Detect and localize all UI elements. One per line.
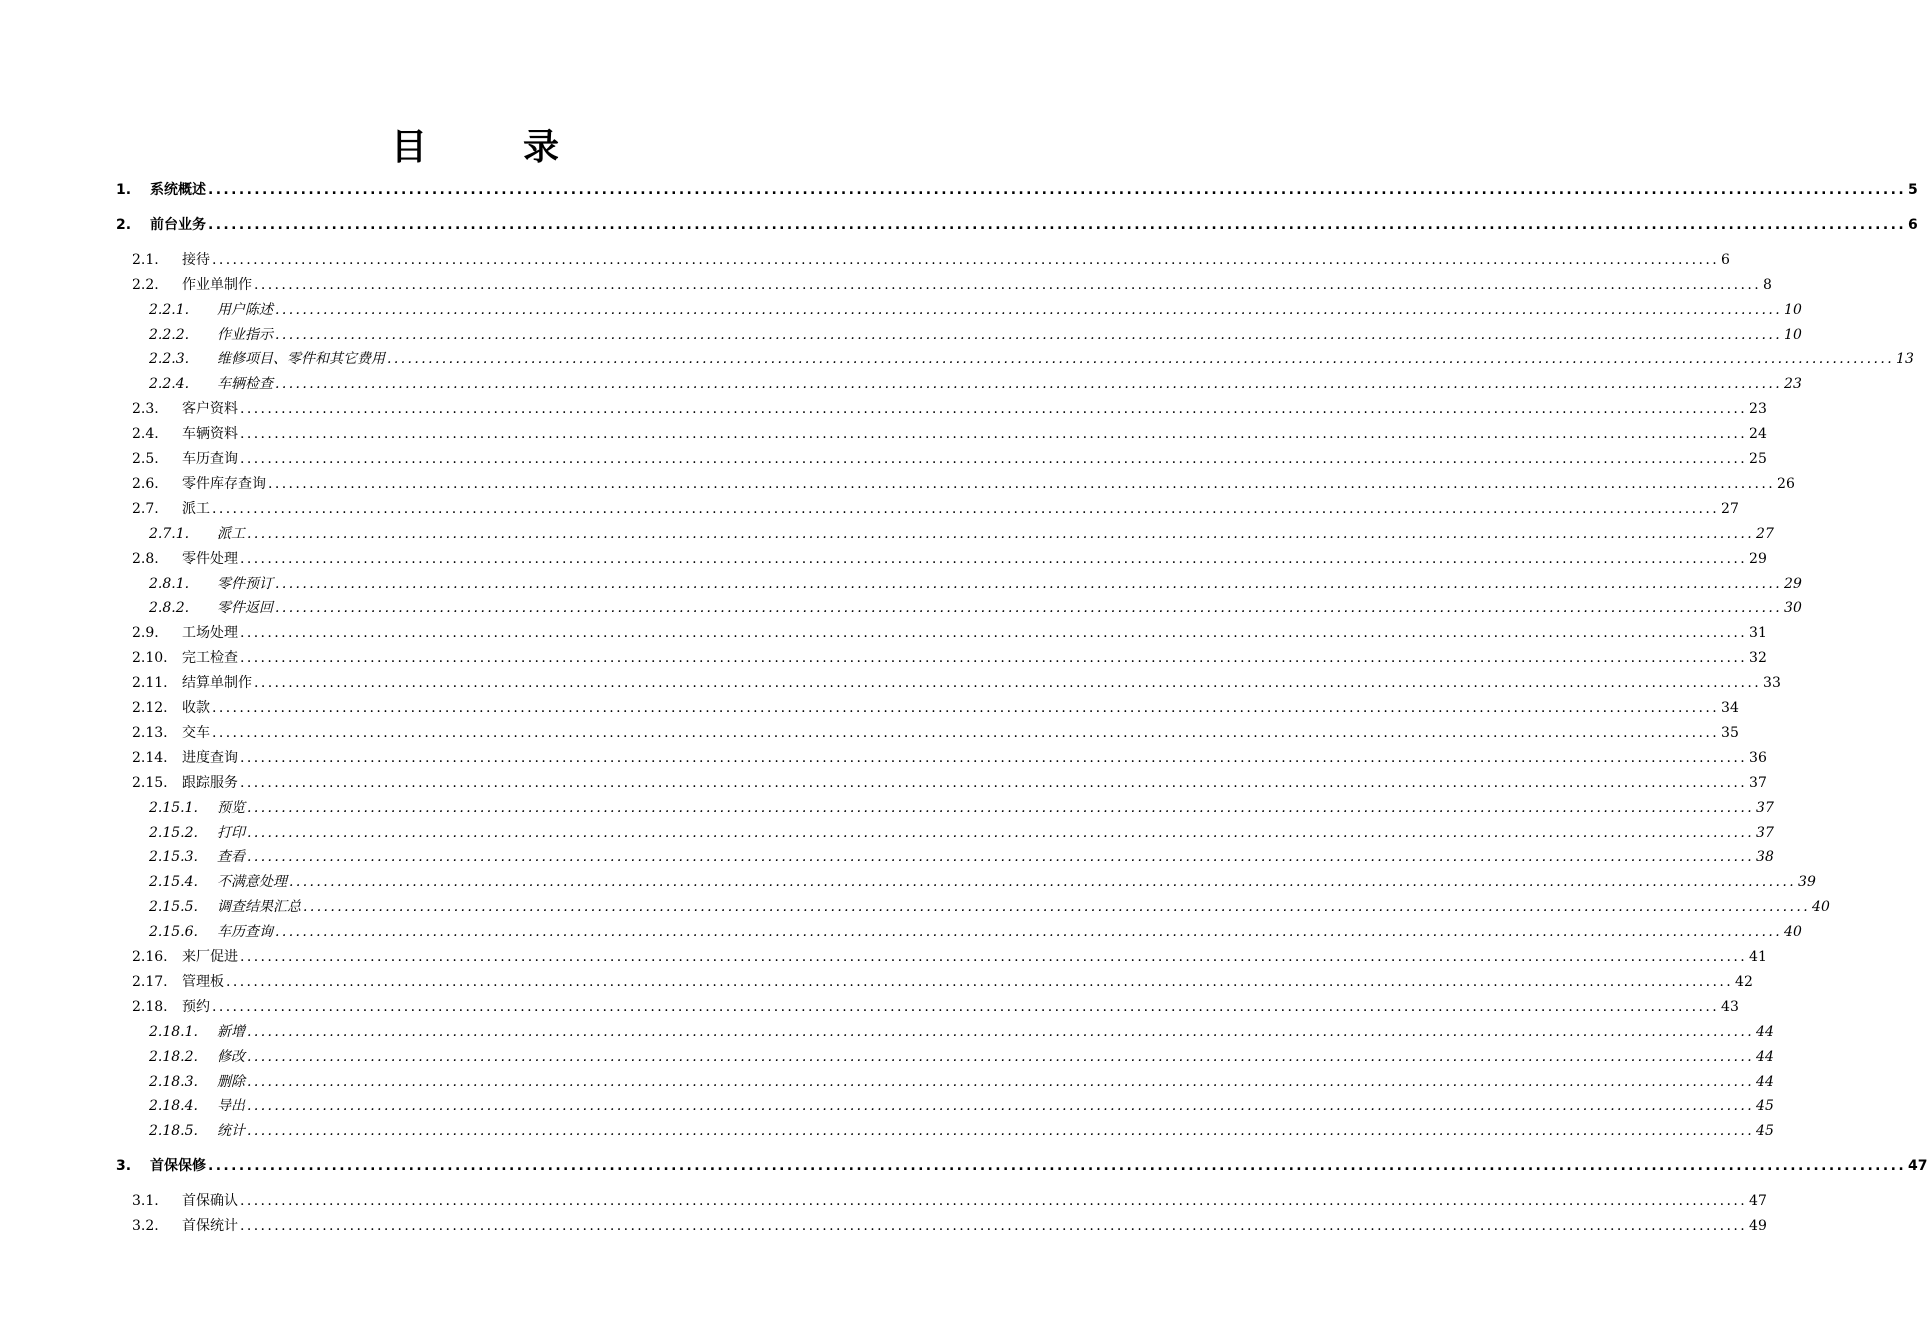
toc-entry-page: 39 [1798, 874, 1816, 891]
toc-entry[interactable] [149, 1094, 1774, 1118]
toc-entry[interactable] [149, 323, 1802, 347]
dot-leader: ............................................................................................................................................................................................................................ [387, 351, 1895, 368]
toc-entry-number: 2.1. [132, 251, 159, 268]
dot-leader: ............................................................................................................................................................................................................................ [247, 1123, 1755, 1140]
dot-leader: ............................................................................................................................................................................................................................ [240, 625, 1748, 642]
toc-entry-page: 45 [1756, 1098, 1774, 1115]
toc-entry-page: 6 [1908, 216, 1918, 233]
toc-entry-number: 2.11. [132, 675, 168, 692]
toc-entry-number: 2.3. [132, 401, 159, 418]
toc-entry-page: 37 [1756, 824, 1774, 841]
toc-entry-number: 2.12. [132, 700, 168, 716]
toc-entry[interactable] [132, 1214, 1767, 1238]
toc-entry[interactable] [132, 721, 1739, 745]
toc-entry[interactable] [149, 372, 1802, 396]
toc-entry[interactable] [149, 1020, 1774, 1044]
toc-entry-page: 37 [1749, 774, 1767, 791]
toc-entry-number: 2.18.2. [149, 1048, 198, 1065]
toc-entry-page: 49 [1749, 1218, 1767, 1234]
toc-entry-number: 2.15.2. [149, 824, 198, 841]
dot-leader: ............................................................................................................................................................................................................................ [226, 973, 1734, 990]
toc-entry-page: 23 [1749, 401, 1767, 418]
dot-leader: ............................................................................................................................................................................................................................ [268, 475, 1776, 492]
toc-entry[interactable] [132, 945, 1767, 969]
toc-entry-title: 首保保修 [150, 1158, 206, 1175]
toc-entry-title: 结算单制作 [182, 675, 252, 692]
toc-entry-page: 31 [1749, 625, 1767, 642]
toc-entry[interactable] [132, 1189, 1767, 1213]
toc-entry[interactable] [132, 273, 1772, 297]
toc-entry[interactable] [149, 1119, 1774, 1143]
toc-entry-page: 44 [1756, 1048, 1774, 1065]
toc-entry-number: 2.9. [132, 625, 159, 642]
dot-leader: ............................................................................................................................................................................................................................ [240, 949, 1748, 965]
toc-entry-page: 26 [1777, 475, 1795, 492]
toc-entry-number: 3.1. [132, 1193, 159, 1210]
toc-entry-title: 前台业务 [150, 216, 206, 233]
dot-leader: ............................................................................................................................................................................................................................ [247, 824, 1755, 841]
toc-entry[interactable] [149, 821, 1774, 845]
toc-entry-title: 系统概述 [150, 182, 206, 198]
toc-entry-page: 13 [1896, 351, 1914, 368]
toc-entry[interactable] [149, 522, 1774, 546]
toc-entry-title: 来厂促进 [182, 949, 238, 965]
toc-entry-number: 2.16. [132, 949, 168, 965]
toc-entry-title: 接待 [182, 251, 210, 268]
toc-entry-title: 调查结果汇总 [217, 899, 301, 916]
toc-entry-title: 车辆检查 [217, 376, 273, 393]
dot-leader: ............................................................................................................................................................................................................................ [208, 182, 1907, 198]
dot-leader: ............................................................................................................................................................................................................................ [247, 1073, 1755, 1090]
toc-entry[interactable] [149, 1045, 1774, 1069]
toc-entry-page: 37 [1756, 799, 1774, 816]
toc-entry-title: 收款 [182, 700, 210, 716]
dot-leader: ............................................................................................................................................................................................................................ [212, 251, 1720, 268]
toc-entry-title: 跟踪服务 [182, 774, 238, 791]
toc-entry[interactable] [132, 472, 1795, 496]
dot-leader: ............................................................................................................................................................................................................................ [240, 774, 1748, 791]
toc-entry[interactable] [149, 845, 1774, 869]
toc-entry-title: 零件处理 [182, 550, 238, 567]
toc-entry-title: 预约 [182, 998, 210, 1015]
toc-entry-number: 2.15.4. [149, 874, 198, 891]
toc-entry[interactable] [132, 970, 1753, 994]
toc-entry-page: 5 [1908, 182, 1918, 198]
toc-entry-number: 2.15.6. [149, 924, 198, 941]
toc-entry-title: 作业指示 [217, 326, 273, 343]
toc-entry-page: 45 [1756, 1123, 1774, 1140]
toc-entry[interactable] [132, 547, 1767, 571]
toc-entry-number: 2.18. [132, 998, 168, 1015]
toc-entry[interactable] [132, 422, 1767, 446]
dot-leader: ............................................................................................................................................................................................................................ [275, 326, 1783, 343]
dot-leader: ............................................................................................................................................................................................................................ [240, 451, 1748, 467]
toc-entry[interactable] [149, 596, 1802, 620]
dot-leader: ............................................................................................................................................................................................................................ [254, 675, 1762, 692]
dot-leader: ............................................................................................................................................................................................................................ [212, 500, 1720, 517]
toc-entry[interactable] [149, 347, 1914, 371]
dot-leader: ............................................................................................................................................................................................................................ [212, 700, 1720, 716]
dot-leader: ............................................................................................................................................................................................................................ [275, 575, 1783, 592]
toc-entry-title: 车辆资料 [182, 426, 238, 443]
dot-leader: ............................................................................................................................................................................................................................ [247, 1048, 1755, 1065]
toc-entry-title: 维修项目、零件和其它费用 [217, 351, 385, 368]
toc-entry[interactable] [116, 1154, 1928, 1178]
toc-entry-title: 用户陈述 [217, 301, 273, 318]
toc-entry-number: 2.18.5. [149, 1123, 198, 1140]
toc-entry-page: 44 [1756, 1073, 1774, 1090]
dot-leader: ............................................................................................................................................................................................................................ [289, 874, 1797, 891]
toc-entry-number: 2.17. [132, 973, 168, 990]
toc-entry[interactable] [132, 497, 1739, 521]
toc-entry-page: 42 [1735, 973, 1753, 990]
toc-entry-title: 客户资料 [182, 401, 238, 418]
toc-entry-page: 41 [1749, 949, 1767, 965]
toc-entry-page: 35 [1721, 724, 1739, 741]
toc-entry-title: 打印 [217, 824, 245, 841]
toc-entry-number: 2.2.3. [149, 351, 190, 368]
toc-entry[interactable] [132, 447, 1767, 471]
toc-entry-title: 导出 [217, 1098, 245, 1115]
toc-entry-page: 27 [1756, 525, 1774, 542]
toc-entry-number: 1. [116, 182, 132, 198]
toc-entry-title: 不满意处理 [217, 874, 287, 891]
toc-entry-title: 派工 [182, 500, 210, 517]
toc-entry-title: 查看 [217, 849, 245, 866]
toc-entry-number: 2.4. [132, 426, 159, 443]
toc-entry[interactable] [149, 870, 1816, 894]
toc-entry-page: 40 [1812, 899, 1830, 916]
toc-entry[interactable] [149, 796, 1774, 820]
toc-entry-number: 2.18.1. [149, 1023, 198, 1040]
dot-leader: ............................................................................................................................................................................................................................ [240, 650, 1748, 667]
toc-entry-page: 47 [1908, 1158, 1928, 1175]
toc-entry-page: 38 [1756, 849, 1774, 866]
dot-leader: ............................................................................................................................................................................................................................ [275, 600, 1783, 617]
dot-leader: ............................................................................................................................................................................................................................ [208, 1158, 1907, 1175]
toc-entry-number: 3. [116, 1158, 132, 1175]
toc-entry-number: 2.2.1. [149, 301, 190, 318]
toc-entry-number: 2.13. [132, 724, 168, 741]
toc-entry-number: 2.2.4. [149, 376, 190, 393]
toc-entry-number: 2.8.2. [149, 600, 190, 617]
toc-entry-number: 2.7.1. [149, 525, 190, 542]
toc-entry-number: 2.18.3. [149, 1073, 198, 1090]
toc-entry[interactable] [132, 646, 1767, 670]
dot-leader: ............................................................................................................................................................................................................................ [240, 550, 1748, 567]
toc-entry-number: 2.15.3. [149, 849, 198, 866]
toc-entry[interactable] [132, 671, 1781, 695]
toc-entry[interactable] [132, 995, 1739, 1019]
toc-entry-number: 2.15.1. [149, 799, 198, 816]
dot-leader: ............................................................................................................................................................................................................................ [240, 1193, 1748, 1210]
toc-entry-page: 10 [1784, 326, 1802, 343]
dot-leader: ............................................................................................................................................................................................................................ [303, 899, 1811, 916]
toc-entry-page: 25 [1749, 451, 1767, 467]
toc-entry[interactable] [116, 213, 1918, 237]
toc-entry-page: 34 [1721, 700, 1739, 716]
dot-leader: ............................................................................................................................................................................................................................ [247, 1098, 1755, 1115]
toc-entry-page: 29 [1749, 550, 1767, 567]
toc-entry-title: 作业单制作 [182, 276, 252, 293]
dot-leader: ............................................................................................................................................................................................................................ [247, 799, 1755, 816]
toc-entry[interactable] [149, 895, 1830, 919]
toc-entry-number: 2. [116, 216, 132, 233]
dot-leader: ............................................................................................................................................................................................................................ [275, 376, 1783, 393]
toc-entry[interactable] [149, 920, 1802, 944]
toc-entry-page: 44 [1756, 1023, 1774, 1040]
toc-entry-title: 首保统计 [182, 1218, 238, 1234]
toc-entry-page: 27 [1721, 500, 1739, 517]
toc-entry-title: 进度查询 [182, 749, 238, 766]
toc-entry-number: 2.6. [132, 475, 159, 492]
toc-entry-number: 2.2. [132, 276, 159, 293]
toc-entry-number: 2.14. [132, 749, 168, 766]
toc-entry-page: 33 [1763, 675, 1781, 692]
toc-entry-number: 2.10. [132, 650, 168, 667]
page-title: 目 录 [390, 126, 589, 168]
toc-entry-title: 派工 [217, 525, 245, 542]
toc-entry-number: 3.2. [132, 1218, 159, 1234]
toc-entry-number: 2.7. [132, 500, 159, 517]
toc-entry-number: 2.15.5. [149, 899, 198, 916]
toc-entry-title: 零件库存查询 [182, 475, 266, 492]
toc-entry-page: 8 [1763, 276, 1772, 293]
toc-entry-title: 完工检查 [182, 650, 238, 667]
toc-entry-page: 40 [1784, 924, 1802, 941]
dot-leader: ............................................................................................................................................................................................................................ [240, 749, 1748, 766]
toc-entry[interactable] [132, 696, 1739, 720]
toc-entry[interactable] [132, 248, 1730, 272]
toc-entry-page: 30 [1784, 600, 1802, 617]
dot-leader: ............................................................................................................................................................................................................................ [275, 301, 1783, 318]
toc-entry-number: 2.15. [132, 774, 168, 791]
toc-entry-title: 交车 [182, 724, 210, 741]
toc-entry-number: 2.8.1. [149, 575, 190, 592]
dot-leader: ............................................................................................................................................................................................................................ [247, 1023, 1755, 1040]
dot-leader: ............................................................................................................................................................................................................................ [240, 1218, 1748, 1234]
toc-entry[interactable] [132, 621, 1767, 645]
toc-entry-title: 预览 [217, 799, 245, 816]
dot-leader: ............................................................................................................................................................................................................................ [212, 998, 1720, 1015]
toc-entry-page: 32 [1749, 650, 1767, 667]
toc-entry-title: 修改 [217, 1048, 245, 1065]
toc-entry-title: 车历查询 [182, 451, 238, 467]
toc-entry-page: 36 [1749, 749, 1767, 766]
toc-entry[interactable] [116, 178, 1918, 202]
toc-entry-page: 24 [1749, 426, 1767, 443]
dot-leader: ............................................................................................................................................................................................................................ [212, 724, 1720, 741]
toc-entry-number: 2.18.4. [149, 1098, 198, 1115]
toc-entry-number: 2.5. [132, 451, 159, 467]
toc-entry-page: 23 [1784, 376, 1802, 393]
toc-entry-title: 首保确认 [182, 1193, 238, 1210]
dot-leader: ............................................................................................................................................................................................................................ [275, 924, 1783, 941]
toc-entry-title: 工场处理 [182, 625, 238, 642]
toc-entry-title: 管理板 [182, 973, 224, 990]
toc-entry-title: 删除 [217, 1073, 245, 1090]
toc-entry[interactable] [149, 572, 1802, 596]
toc-entry[interactable] [132, 746, 1767, 770]
toc-entry[interactable] [132, 397, 1767, 421]
toc-entry[interactable] [149, 1070, 1774, 1094]
toc-entry-title: 新增 [217, 1023, 245, 1040]
dot-leader: ............................................................................................................................................................................................................................ [247, 849, 1755, 866]
dot-leader: ............................................................................................................................................................................................................................ [240, 426, 1748, 443]
toc-entry-title: 零件返回 [217, 600, 273, 617]
toc-entry-page: 6 [1721, 251, 1730, 268]
toc-entry-number: 2.8. [132, 550, 159, 567]
toc-entry[interactable] [149, 298, 1802, 322]
toc-entry-title: 零件预订 [217, 575, 273, 592]
dot-leader: ............................................................................................................................................................................................................................ [240, 401, 1748, 418]
toc-entry-title: 统计 [217, 1123, 245, 1140]
toc-entry[interactable] [132, 771, 1767, 795]
toc-entry-page: 10 [1784, 301, 1802, 318]
toc-entry-title: 车历查询 [217, 924, 273, 941]
dot-leader: ............................................................................................................................................................................................................................ [247, 525, 1755, 542]
toc-entry-page: 29 [1784, 575, 1802, 592]
toc-entry-page: 43 [1721, 998, 1739, 1015]
dot-leader: ............................................................................................................................................................................................................................ [208, 216, 1907, 233]
toc-entry-number: 2.2.2. [149, 326, 190, 343]
dot-leader: ............................................................................................................................................................................................................................ [254, 276, 1762, 293]
toc-entry-page: 47 [1749, 1193, 1767, 1210]
